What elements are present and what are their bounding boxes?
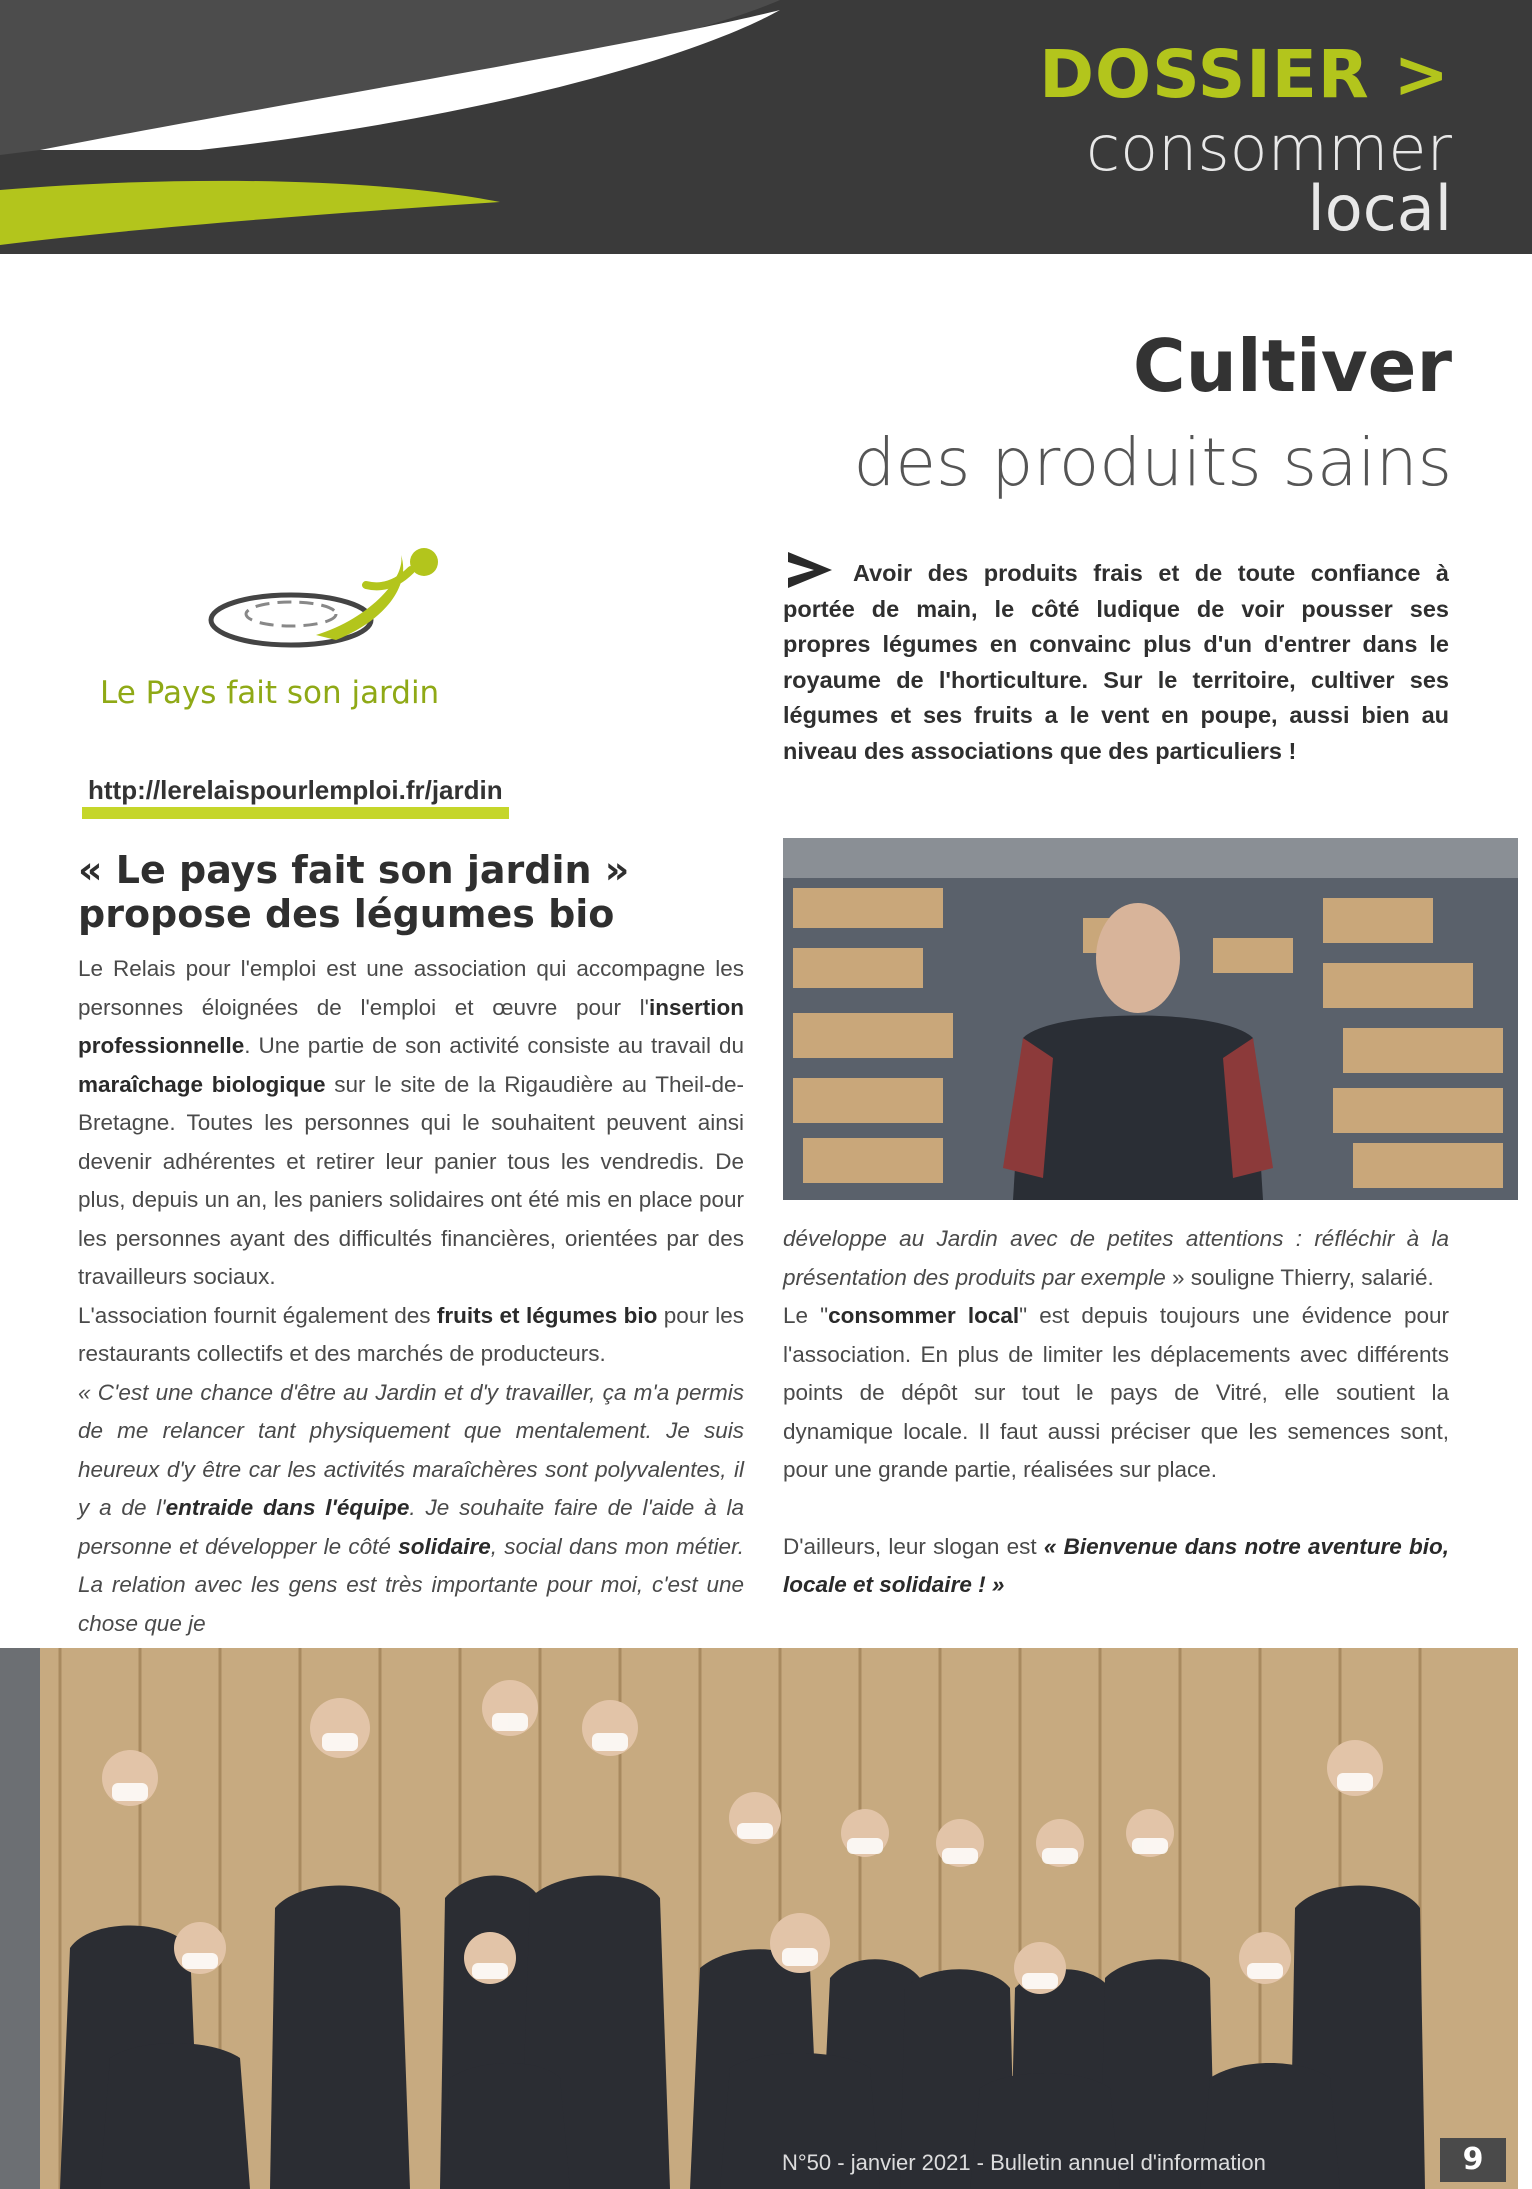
paragraph-supply: L'association fournit également des fruits et légumes bio pour les restaurants collectifs et des marchés de producteurs. bbox=[78, 1302, 744, 1366]
article-right-column bbox=[783, 1220, 1449, 1605]
page-number: 9 bbox=[1440, 2138, 1506, 2182]
dossier-label: DOSSIER > bbox=[1039, 36, 1450, 113]
paragraph-slogan: D'ailleurs, leur slogan est « Bienvenue dans notre aventure bio, locale et solidaire ! » bbox=[783, 1533, 1449, 1597]
garden-logo-icon bbox=[196, 540, 496, 670]
paragraph-quote: « C'est une chance d'être au Jardin et d'y travailler, ça m'a permis de me relancer tant physiquement que mentalement. Je suis heureux d'y être car les activités maraîchères sont polyvalentes, il y a de l'entraide dans l'équipe. Je souhaite faire de l'aide à la personne et développer le côté solidaire, social dans mon métier. La relation avec les gens est très importante pour moi, c'est une chose que je bbox=[78, 1379, 744, 1636]
dossier-topic-line2: local bbox=[1307, 172, 1452, 245]
photo-worker-crates bbox=[783, 838, 1518, 1200]
article-title-line1: « Le pays fait son jardin » bbox=[78, 848, 630, 892]
footer-issue-info: N°50 - janvier 2021 - Bulletin annuel d'information bbox=[782, 2150, 1266, 2175]
page-title: Cultiver bbox=[1132, 324, 1452, 408]
article-left-column bbox=[78, 950, 744, 1643]
paragraph-intro: Le Relais pour l'emploi est une association qui accompagne les personnes éloignées de l'emploi et œuvre pour l'insertion professionnelle. Une partie de son activité consiste au travail du maraîchage biologique sur le site de la Rigaudière au Theil-de-Bretagne. Toutes les personnes qui le souhaitent peuvent ainsi devenir adhérentes et retirer leur panier tous les vendredis. De plus, depuis un an, les paniers solidaires ont été mis en place pour les personnes ayant des difficultés financières, orientées par des travailleurs sociaux. bbox=[78, 956, 744, 1289]
photo-team-group bbox=[0, 1648, 1518, 2189]
page-subtitle: des produits sains bbox=[853, 424, 1452, 501]
dossier-topic-line1: consommer bbox=[1086, 112, 1452, 185]
paragraph-local: Le "consommer local" est depuis toujours une évidence pour l'association. En plus de limiter les déplacements avec différents points de dépôt sur tout le pays de Vitré, elle soutient la dynamique locale. Il faut aussi préciser que les semences sont, pour une grande partie, réalisées sur place. bbox=[783, 1303, 1450, 1482]
article-title bbox=[78, 848, 738, 936]
website-link[interactable]: http://lerelaispourlemploi.fr/jardin bbox=[82, 770, 509, 819]
article-title-line2: propose des légumes bio bbox=[78, 892, 615, 936]
paragraph-quote-end: développe au Jardin avec de petites attentions : réfléchir à la présentation des produits par exemple » souligne Thierry, salarié. bbox=[783, 1226, 1449, 1290]
intro-paragraph: Avoir des produits frais et de toute confiance à portée de main, le côté ludique de voir pousser ses propres légumes en convainc plus d'un d'entrer dans le royaume de l'horticulture. Sur le territoire, cultiver ses légumes et ses fruits a le vent en poupe, aussi bien au niveau des associations que des particuliers ! bbox=[783, 560, 1449, 764]
logo-text: Le Pays fait son jardin bbox=[100, 675, 440, 711]
